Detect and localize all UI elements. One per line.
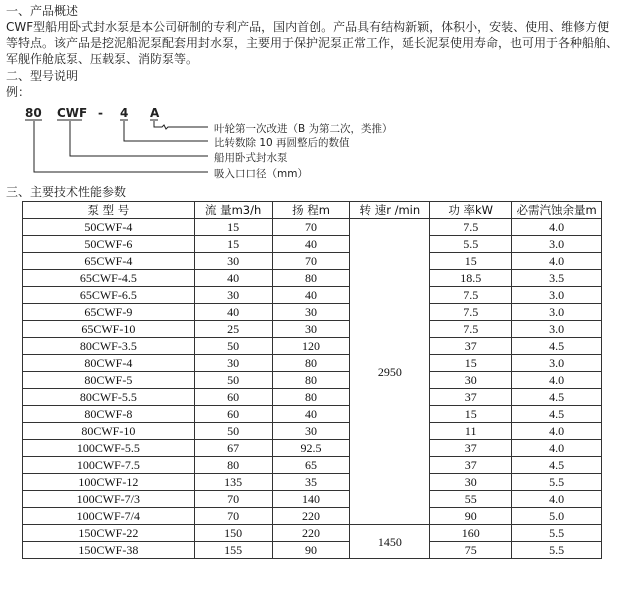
table-row [23,304,602,321]
cell-head: 90 [272,542,350,559]
cell-power: 37 [430,338,512,355]
cell-power: 37 [430,440,512,457]
cell-power: 75 [430,542,512,559]
cell-npsh: 3.0 [512,304,602,321]
cell-speed: 1450 [350,525,430,559]
table-row [23,508,602,525]
cell-npsh: 3.0 [512,321,602,338]
cell-model: 100CWF-5.5 [23,440,195,457]
cell-power: 11 [430,423,512,440]
cell-flow: 15 [194,219,272,236]
cell-npsh: 4.0 [512,253,602,270]
cell-power: 18.5 [430,270,512,287]
cell-head: 80 [272,389,350,406]
cell-model: 100CWF-12 [23,474,195,491]
cell-npsh: 4.5 [512,457,602,474]
cell-flow: 50 [194,338,272,355]
table-row [23,253,602,270]
cell-flow: 155 [194,542,272,559]
table-row [23,236,602,253]
model-note-impeller: 叶轮第一次改进（B 为第二次，类推） [214,123,393,135]
header-model: 泵 型 号 [23,202,195,219]
model-part-dash: - [98,106,103,120]
cell-npsh: 4.0 [512,219,602,236]
cell-flow: 70 [194,491,272,508]
model-note-speed: 比转数除 10 再圆整后的数值 [214,137,350,149]
table-row [23,440,602,457]
cell-flow: 135 [194,474,272,491]
cell-head: 40 [272,406,350,423]
cell-head: 140 [272,491,350,508]
cell-power: 7.5 [430,287,512,304]
cell-model: 65CWF-9 [23,304,195,321]
table-row [23,457,602,474]
model-note-type: 船用卧式封水泵 [214,152,288,164]
cell-flow: 80 [194,457,272,474]
cell-npsh: 4.5 [512,389,602,406]
cell-npsh: 4.0 [512,372,602,389]
cell-flow: 67 [194,440,272,457]
cell-head: 40 [272,287,350,304]
cell-model: 80CWF-5 [23,372,195,389]
table-row [23,474,602,491]
header-speed: 转 速r /min [350,202,430,219]
cell-npsh: 5.5 [512,542,602,559]
overview-paragraph: CWF型船用卧式封水泵是本公司研制的专利产品，国内首创。产品具有结构新颖，体积小，安装、使用、维修方便等特点。该产品是挖泥船泥泵配套用封水泵，主要用于保护泥泵正常工作，延长泥泵使用寿命，也可用于各种船舶、军舰作舱底泵、压载泵、消防泵等。 [6,20,619,66]
cell-power: 15 [430,253,512,270]
cell-head: 30 [272,304,350,321]
cell-flow: 30 [194,355,272,372]
spec-table [22,201,602,559]
cell-head: 92.5 [272,440,350,457]
table-row [23,491,602,508]
cell-power: 30 [430,372,512,389]
cell-power: 37 [430,389,512,406]
table-row [23,525,602,542]
cell-model: 50CWF-4 [23,219,195,236]
table-header-row [23,202,602,219]
cell-flow: 40 [194,304,272,321]
table-row [23,321,602,338]
cell-npsh: 3.0 [512,355,602,372]
model-part-impeller: A [150,106,160,120]
cell-head: 40 [272,236,350,253]
section-overview-title: 一、产品概述 [6,4,79,18]
header-head: 扬 程m [272,202,350,219]
cell-flow: 70 [194,508,272,525]
section-model-title: 二、型号说明 [6,69,79,83]
cell-power: 55 [430,491,512,508]
cell-npsh: 4.5 [512,338,602,355]
cell-model: 65CWF-4 [23,253,195,270]
cell-model: 80CWF-4 [23,355,195,372]
cell-model: 65CWF-6.5 [23,287,195,304]
table-row [23,423,602,440]
cell-model: 150CWF-38 [23,542,195,559]
cell-power: 15 [430,406,512,423]
cell-model: 150CWF-22 [23,525,195,542]
model-note-diameter: 吸入口口径（mm） [214,168,308,180]
cell-power: 15 [430,355,512,372]
model-part-diameter: 80 [25,106,42,120]
cell-model: 100CWF-7/4 [23,508,195,525]
table-row [23,355,602,372]
table-row [23,219,602,236]
section-spec-title: 三、主要技术性能参数 [6,185,127,199]
cell-model: 65CWF-10 [23,321,195,338]
cell-flow: 30 [194,287,272,304]
cell-head: 70 [272,253,350,270]
header-flow: 流 量m3/h [194,202,272,219]
table-row [23,287,602,304]
model-part-type: CWF [57,106,88,120]
cell-npsh: 4.5 [512,406,602,423]
table-row [23,338,602,355]
cell-npsh: 4.0 [512,440,602,457]
cell-head: 30 [272,321,350,338]
cell-power: 7.5 [430,219,512,236]
table-row [23,542,602,559]
cell-npsh: 4.0 [512,423,602,440]
cell-power: 7.5 [430,304,512,321]
cell-power: 90 [430,508,512,525]
table-row [23,389,602,406]
model-part-speed: 4 [120,106,129,120]
cell-model: 50CWF-6 [23,236,195,253]
cell-head: 80 [272,270,350,287]
cell-model: 65CWF-4.5 [23,270,195,287]
cell-flow: 60 [194,389,272,406]
cell-power: 5.5 [430,236,512,253]
cell-model: 80CWF-10 [23,423,195,440]
cell-flow: 30 [194,253,272,270]
cell-power: 37 [430,457,512,474]
cell-model: 100CWF-7/3 [23,491,195,508]
cell-model: 80CWF-3.5 [23,338,195,355]
model-leader-lines [0,0,626,200]
cell-flow: 25 [194,321,272,338]
cell-model: 80CWF-8 [23,406,195,423]
cell-power: 7.5 [430,321,512,338]
cell-npsh: 5.5 [512,474,602,491]
cell-npsh: 5.0 [512,508,602,525]
cell-head: 65 [272,457,350,474]
header-npsh: 必需汽蚀余量m [512,202,602,219]
cell-head: 120 [272,338,350,355]
cell-npsh: 3.0 [512,236,602,253]
cell-speed: 2950 [350,219,430,525]
cell-flow: 50 [194,423,272,440]
cell-flow: 50 [194,372,272,389]
cell-npsh: 3.0 [512,287,602,304]
cell-npsh: 4.0 [512,491,602,508]
cell-head: 30 [272,423,350,440]
table-row [23,270,602,287]
table-row [23,372,602,389]
cell-head: 80 [272,355,350,372]
cell-head: 35 [272,474,350,491]
cell-npsh: 3.5 [512,270,602,287]
cell-head: 220 [272,508,350,525]
header-power: 功 率kW [430,202,512,219]
cell-head: 220 [272,525,350,542]
cell-flow: 15 [194,236,272,253]
cell-flow: 150 [194,525,272,542]
table-row [23,406,602,423]
cell-power: 30 [430,474,512,491]
cell-flow: 60 [194,406,272,423]
cell-model: 80CWF-5.5 [23,389,195,406]
cell-flow: 40 [194,270,272,287]
cell-power: 160 [430,525,512,542]
cell-model: 100CWF-7.5 [23,457,195,474]
example-label: 例： [6,85,31,99]
cell-head: 70 [272,219,350,236]
cell-head: 80 [272,372,350,389]
cell-npsh: 5.5 [512,525,602,542]
